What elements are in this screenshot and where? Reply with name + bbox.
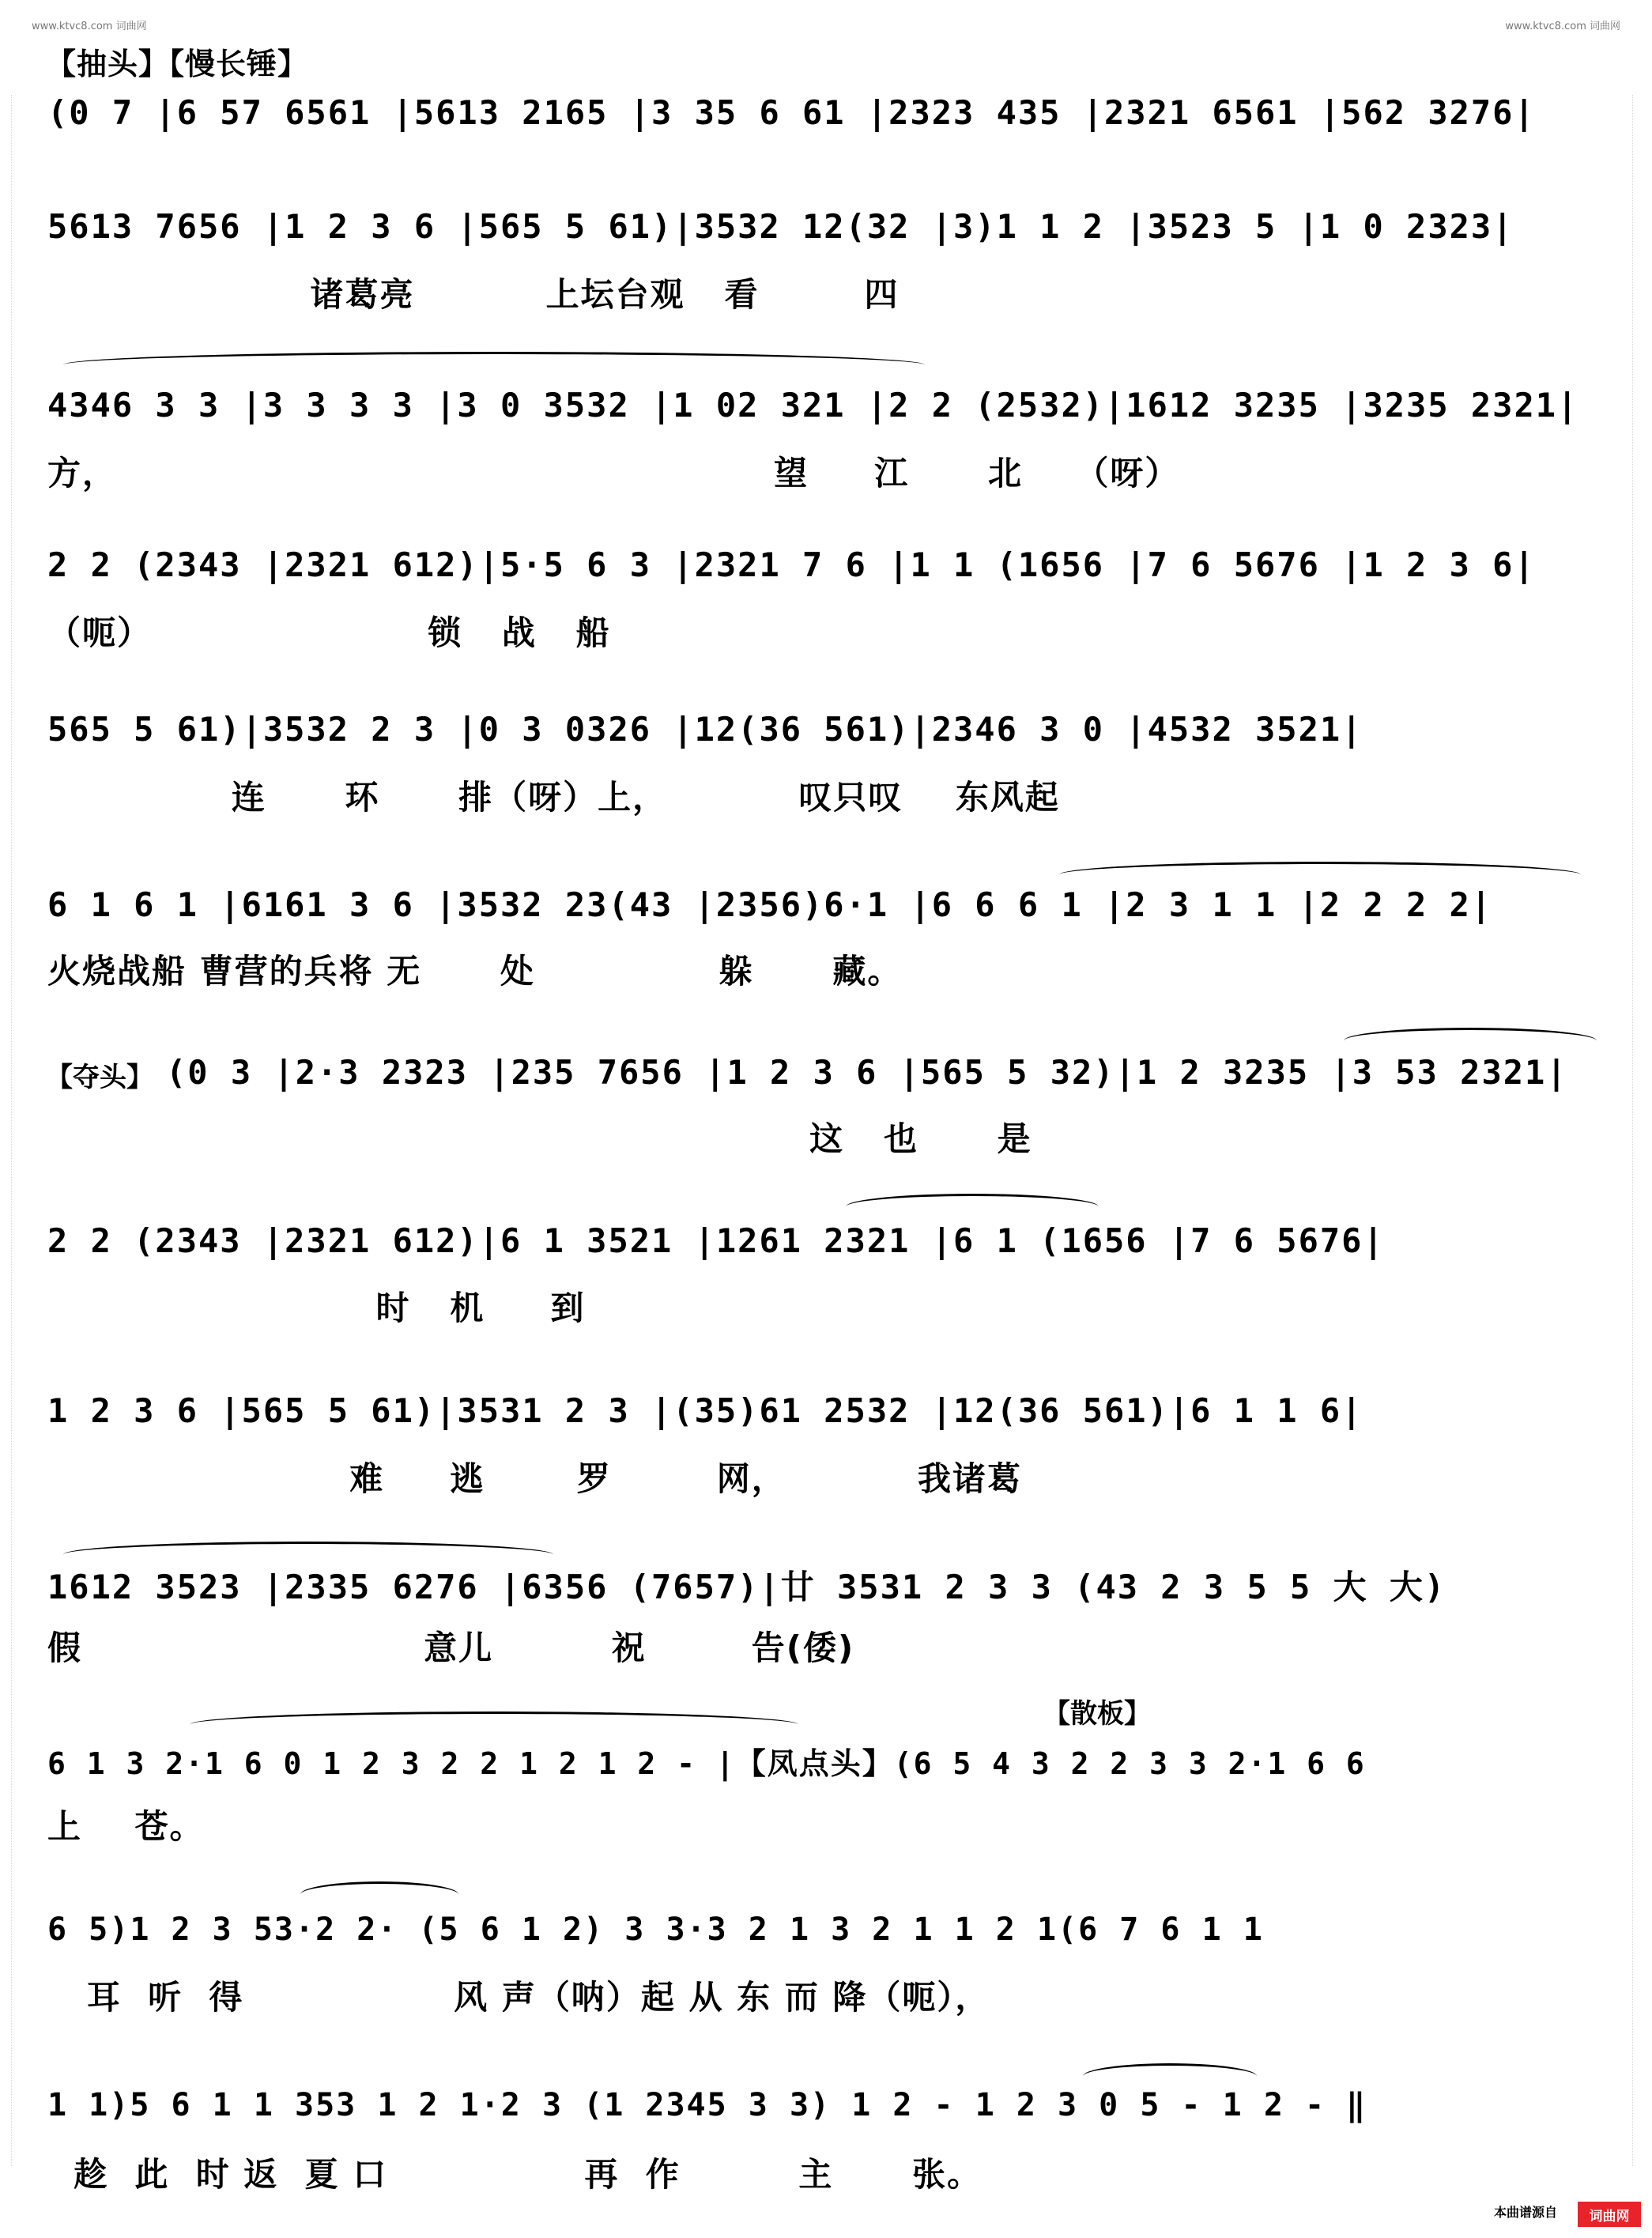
notation-row: (0 7 |6 57 6561 |5613 2165 |3 35 6 61 |2323 435 |2321 6561 |562 3276| bbox=[47, 93, 1536, 132]
left-margin-watermark bbox=[11, 95, 20, 2166]
watermark-left: www.ktvc8.com 词曲网 bbox=[32, 21, 147, 32]
notation-row: 6 1 3 2·1 6 0 1 2 3 2 2 1 2 1 2 - |【凤点头】(6 5 4 3 2 2 3 3 2·1 6 6 bbox=[47, 1746, 1366, 1781]
watermark-right: www.ktvc8.com 词曲网 bbox=[1505, 21, 1620, 32]
slur bbox=[846, 1194, 1099, 1220]
notation-row: 1612 3523 |2335 6276 |6356 (7657)|廿 3531 2 3 3 (43 2 3 5 5 大 大) bbox=[47, 1568, 1446, 1606]
lyric-row: 时 机 到 bbox=[47, 1289, 586, 1327]
site-logo[interactable]: 词曲网 bbox=[1578, 2202, 1641, 2227]
lyric-row: （呃） 锁 战 船 bbox=[47, 613, 611, 652]
lyric-row: 难 逃 罗 网， 我诸葛 bbox=[47, 1459, 1022, 1498]
slur bbox=[63, 1542, 553, 1568]
notation-row: 1 2 3 6 |565 5 61)|3531 2 3 |(35)61 2532 |12(36 561)|6 1 1 6| bbox=[47, 1391, 1363, 1430]
lyric-row: 方， 望 江 北 （呀） bbox=[47, 454, 1180, 493]
lyric-row: 耳 听 得 风 声（呐）起 从 东 而 降（呃）， bbox=[47, 1978, 990, 2017]
slur bbox=[190, 1712, 798, 1738]
slur bbox=[300, 1881, 458, 1908]
lyric-row: 诸葛亮 上坛台观 看 四 bbox=[47, 275, 900, 314]
notation-row: (0 3 |2·3 2323 |235 7656 |1 2 3 6 |565 5 32)|1 2 3235 |3 53 2321| bbox=[166, 1053, 1568, 1092]
lyric-row: 假 意儿 祝 告(倭) bbox=[47, 1628, 855, 1667]
notation-row: 2 2 (2343 |2321 612)|5·5 6 3 |2321 7 6 |1 1 (1656 |7 6 5676 |1 2 3 6| bbox=[47, 545, 1536, 584]
lyric-row: 这 也 是 bbox=[47, 1119, 1032, 1158]
notation-row: 6 1 6 1 |6161 3 6 |3532 23(43 |2356)6·1 |6 6 6 1 |2 3 1 1 |2 2 2 2| bbox=[47, 885, 1493, 924]
slur bbox=[63, 352, 925, 378]
lyric-row: 上 苍。 bbox=[47, 1807, 205, 1846]
notation-row: 4346 3 3 |3 3 3 3 |3 0 3532 |1 02 321 |2 2 (2532)|1612 3235 |3235 2321| bbox=[47, 386, 1579, 425]
notation-row: 2 2 (2343 |2321 612)|6 1 3521 |1261 2321 |6 1 (1656 |7 6 5676| bbox=[47, 1221, 1385, 1260]
source-credit: 本曲谱源自 bbox=[1493, 2205, 1557, 2220]
lyric-row: 连 环 排（呀）上， 叹只叹 东风起 bbox=[47, 778, 1060, 817]
notation-row: 5613 7656 |1 2 3 6 |565 5 61)|3532 12(32 |3)1 1 2 |3523 5 |1 0 2323| bbox=[47, 207, 1514, 246]
slur bbox=[1083, 2063, 1257, 2089]
lyric-row: 火烧战船 曹营的兵将 无 处 躲 藏。 bbox=[47, 952, 903, 991]
section-header: 【抽头】【慢长锤】 bbox=[46, 47, 309, 81]
slur bbox=[1344, 1028, 1597, 1054]
slur bbox=[1059, 862, 1581, 888]
sanban-label: 【散板】 bbox=[1043, 1698, 1151, 1730]
right-margin-watermark bbox=[1632, 95, 1641, 2166]
notation-row: 565 5 61)|3532 2 3 |0 3 0326 |12(36 561)|2346 3 0 |4532 3521| bbox=[47, 710, 1363, 749]
duotou-label: 【夺头】 bbox=[46, 1062, 153, 1093]
notation-row: 1 1)5 6 1 1 353 1 2 1·2 3 (1 2345 3 3) 1 2 - 1 2 3 0 5 - 1 2 - ‖ bbox=[47, 2087, 1367, 2123]
notation-row: 6 5)1 2 3 53·2 2· (5 6 1 2) 3 3·3 2 1 3 2 1 1 2 1(6 7 6 1 1 bbox=[47, 1912, 1264, 1948]
lyric-row: 趁 此 时 返 夏 口 再 作 主 张。 bbox=[47, 2155, 983, 2194]
